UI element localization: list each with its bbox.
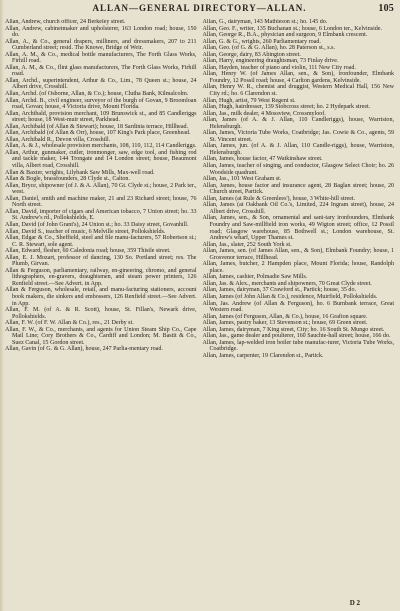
directory-entry: Allan, James (of Ferguson, Allan, & Co.), house, 16 Grafton square. bbox=[202, 313, 368, 320]
directory-entry: Allan, James (at Rule & Greenlees'), house, 3 White-hill street. bbox=[202, 195, 356, 202]
directory-entry: Allan, David S., teacher of music, 6 Melville street, Pollokshields. bbox=[5, 228, 166, 235]
directory-entry: Allan, Archd. (of Osborne, Allan, & Co.); house, Clutha Bank, Kilmalcolm. bbox=[5, 91, 189, 98]
directory-columns bbox=[5, 19, 394, 604]
directory-entry: Allan, James, carpenter, 19 Clarendon st., Partick. bbox=[202, 352, 324, 359]
directory-entry: Allan, F. W., & Co., merchants, and agents for Union Steam Ship Co., Cape Mail Line; Cory Brothers & Co., Cardiff and London; M. Bastit & Co., Suez Canal, 15 Gordon street. bbox=[5, 326, 197, 346]
directory-entry: Allan, Edgar & Co., Sheffield, steel and file manu-facturers, 57 Robertson st.; C. R. Stewart, sole agent. bbox=[5, 235, 197, 248]
directory-entry: Allan, Gavin (of G. & G. Allan), house, 247 Parlia-mentary road. bbox=[5, 346, 163, 353]
directory-entry: Allan, Archibald (of Allan & Stewart); house, 18 Sardinia terrace, Hillhead. bbox=[5, 123, 189, 130]
directory-entry: Allan, Harry, engineering draughtsman, 73 Finlay drive. bbox=[202, 58, 339, 65]
directory-entry: Allan, Andrew, cabinetmaker and upholsterer, 163 London road; house, 150 do. bbox=[5, 25, 197, 39]
directory-entry: Allan, Hugh, hairdresser, 139 Stobcross street; ho. 2 Hydepark street. bbox=[202, 104, 371, 111]
directory-entry: Allan, F. M. (of A. & R. Scott), house, St. Fillan's, Newark drive, Pollokshields. bbox=[5, 307, 197, 320]
page-header bbox=[5, 0, 394, 19]
directory-entry: Allan & Baxter, wrights, Lilybank Saw Mills, Max-well road. bbox=[5, 169, 155, 176]
directory-entry: Allan, James, dairyman, 7 King street, City; ho. 16 South St. Mungo street. bbox=[202, 326, 385, 333]
left-column bbox=[5, 19, 197, 604]
directory-entry: Allan, Hayden, teacher of piano and violin, 111 New City road. bbox=[202, 64, 356, 71]
directory-entry: Allan, James (of John Allan & Co.), residence, Muirfield, Pollokshields. bbox=[202, 293, 378, 300]
right-column bbox=[203, 19, 395, 604]
directory-entry: Allan, Jas., 101 West Graham st. bbox=[202, 176, 282, 183]
directory-entry: Allan, Jas. & Alex., merchants and shipowners, 70 Great Clyde street. bbox=[202, 280, 372, 287]
directory-entry: Allan, Geo. (of G. & G. Allan), ho. 28 Paterson st., s.s. bbox=[202, 45, 336, 52]
directory-entry: Allan, Andrew, church officer, 24 Berkeley street. bbox=[5, 19, 126, 25]
directory-entry: Allan, G., dairyman, 143 Mathieson st.; ho. 145 do. bbox=[202, 19, 328, 25]
directory-entry: Allan, James (at Oakbank Oil Co.'s, Limited, 224 Ingram street), house, 24 Albert drive, Crosshill. bbox=[202, 202, 394, 215]
directory-entry: Allan, James (of A. & J. Allan, 110 Candleriggs), house, Warriston, Helensburgh. bbox=[202, 117, 394, 130]
directory-entry: Allan, Daniel, smith and machine maker, 21 and 23 Richard street; house, 76 North street. bbox=[5, 195, 197, 209]
directory-entry: Allan, James, lap-welded iron boiler tube manufac-turer, Victoria Tube Works, Coatbridge. bbox=[202, 339, 394, 353]
directory-entry: Allan, James, sen., & Son, ornamental and sani-tary ironfounders, Elmbank Foundry and Saw-millfield iron works, 49 Wigton street; office, 12 Possil road; Glasgow warehouse, 85 Bothwell st.; London warehouse, St. Andrew's wharf, Upper Thames st. bbox=[202, 215, 394, 242]
directory-entry: Allan, James, dairyman, 37 Crawford st., Partick; house, 35 do. bbox=[202, 287, 356, 294]
directory-entry: Allan, James, house factor, 47 Watkinshaw street. bbox=[202, 156, 323, 163]
signature-mark: D 2 bbox=[349, 599, 360, 607]
page-number: 105 bbox=[378, 3, 394, 14]
directory-entry: Allan, James, house factor and insurance agent, 28 Baglan street; house, 20 Church street, Partick. bbox=[202, 182, 394, 196]
page-title: ALLAN—GENERAL DIRECTORY—ALLAN. bbox=[92, 3, 307, 13]
directory-entry: Allan, G. & G., wrights, 260 Parliamentary road. bbox=[202, 38, 321, 45]
directory-entry: Allan, Henry W. (of James Allan, sen., & Son), ironfounder, Elmbank Foundry, 12 Possil road; house, 4 Carlton gardens, Kelvinside. bbox=[202, 71, 394, 84]
directory-entry: Allan, David, importer of cigars and American tobacco, 7 Union street; ho. 33 St. Andrew's rd., Pollokshields, E. bbox=[5, 208, 197, 222]
directory-entry: Allan, James, jun. (of A. & J. Allan, 110 Candle-riggs), house, Warriston, Helensburgh. bbox=[202, 143, 394, 156]
directory-entry: Allan, F. W. (of F. W. Allan & Co.), res., 21 Derby st. bbox=[5, 320, 134, 327]
directory-entry: Allan, A. & J., wholesale provision merchants, 108, 110, 112, 114 Candleriggs. bbox=[5, 143, 197, 150]
directory-entry: Allan, James, butcher, 2 Hampden place, Mount Florida; house, Randolph place. bbox=[202, 261, 394, 274]
directory-entry: Allan, Edward, flesher, 60 Caledonia road; house, 359 Thistle street. bbox=[5, 248, 171, 255]
directory-entry: Allan, James, sen. (of James Allan, sen., & Son), Elmbank Foundry; house, 1 Grosvenor terrace, Hillhead. bbox=[202, 248, 394, 261]
directory-entry: Allan, Jas., game dealer and poulterer, 160 Sauchie-hall street; house, 166 do. bbox=[202, 333, 391, 340]
directory-entry: Allan, James, teacher of singing, and conductor, Glasgow Select Choir; ho. 26 Woodside quadrant. bbox=[202, 163, 394, 176]
directory-entry: Allan, Geo. F., writer, 135 Buchanan st.; house, 6 London ter., Kelvinside. bbox=[202, 25, 382, 32]
directory-entry: Allan, A. M., & Co., flint glass manufacturers, The Forth Glass Works, Firhill road. bbox=[5, 64, 197, 78]
directory-entry: Allan, A. M., & Co., medical bottle manufacturers, The Forth Glass Works, Firhill road. bbox=[5, 51, 197, 65]
directory-entry: Allan, A., & Co., general drapers, milliners, and dressmakers, 207 to 211 Cumberland street; resid. The Knowe, Bridge of Weir. bbox=[5, 38, 197, 52]
directory-entry: Allan, James, Victoria Tube Works, Coatbridge; Jas. Cowie & Co., agents, 59 St. Vincent street. bbox=[202, 130, 394, 143]
directory-entry: Allan, Bryce, shipowner (of J. & A. Allan), 70 Gt. Clyde st.; house, 2 Park ter., west. bbox=[5, 182, 197, 196]
directory-entry: Allan & Ferguson, parliamentary, railway, en-gineering, chromo, and general lithographers, en-gravers, draughtsmen, and steam power printers, 126 Renfield street.—See Advert. in App. bbox=[5, 267, 197, 287]
directory-entry: Allan, Jas., slater, 252 South York st. bbox=[202, 241, 292, 248]
directory-entry: Allan, Jas. Andrew (of Allan & Ferguson), ho. 6 Burnbank terrace, Great Western road. bbox=[202, 300, 394, 314]
directory-entry: Allan, Archd. B., civil engineer, surveyor of the burgh of Govan, 9 Broomloan road, Govan; house, 4 Victoria drive, Mount Florida. bbox=[5, 97, 197, 111]
directory-entry: Allan, Archibald (of Allan & Orr), house, 107 King's Park place, Greenhead. bbox=[5, 130, 191, 137]
directory-entry: Allan, David (of John Grant's), 24 Union st.; ho. 33 Daisy street, Govanhill. bbox=[5, 221, 189, 228]
directory-entry: Allan, James, cashier, Polmadie Saw Mills. bbox=[202, 274, 308, 281]
directory-entry: Allan, George R., B.A., physician and surgeon, 9 Elmbank crescent. bbox=[202, 32, 368, 39]
directory-entry: Allan, Henry W. R., chemist and druggist, Western Medical Hall, 156 New City rd.; ho. 6 Clarendon st. bbox=[202, 84, 394, 98]
directory-entry: Allan, Jas., milk dealer, 4 Mossview, Crossmyloof. bbox=[202, 110, 326, 117]
directory-entry: Allan, Archibald, provision merchant, 109 Brunswick st., and 85 Candleriggs street; house, 18 West-muir street, Parkhead. bbox=[5, 110, 197, 124]
directory-entry: Allan, George, dairy, 83 Abington street. bbox=[202, 51, 301, 58]
binding-edge bbox=[0, 0, 4, 611]
directory-entry: Allan & Ferguson, wholesale, retail, and manu-facturing stationers, account book makers, die sinkers and embossers, 126 Renfield street.—See Advert. in App. bbox=[5, 287, 197, 307]
directory-entry: Allan, James, pastry baker, 13 Stevenson st.; house, 69 Green street. bbox=[202, 320, 368, 327]
directory-entry: Allan, E. J. Mozart, professor of dancing, 130 So. Portland street; res. The Plumb, Girvan. bbox=[5, 254, 197, 268]
directory-entry: Allan, Hugh, artist, 79 West Regent st. bbox=[202, 97, 296, 104]
directory-entry: Allan & Bogle, brassfounders, 28 Clyde st., Calton. bbox=[5, 176, 130, 183]
directory-entry: Allan, Arthur, gunmaker, cutler, ironmonger, saw, edge tool, and fishing rod and tackle maker, 144 Trongate and 14 London street; house, Beaumont villa, Albert road, Crosshill. bbox=[5, 149, 197, 170]
directory-entry: Allan, Archd., superintendent, Arthur & Co., Lim., 78 Queen st.; house, 24 Albert drive, Crosshill. bbox=[5, 77, 197, 91]
directory-entry: Allan, Archibald R., Devon villa, Crosshill. bbox=[5, 136, 111, 143]
